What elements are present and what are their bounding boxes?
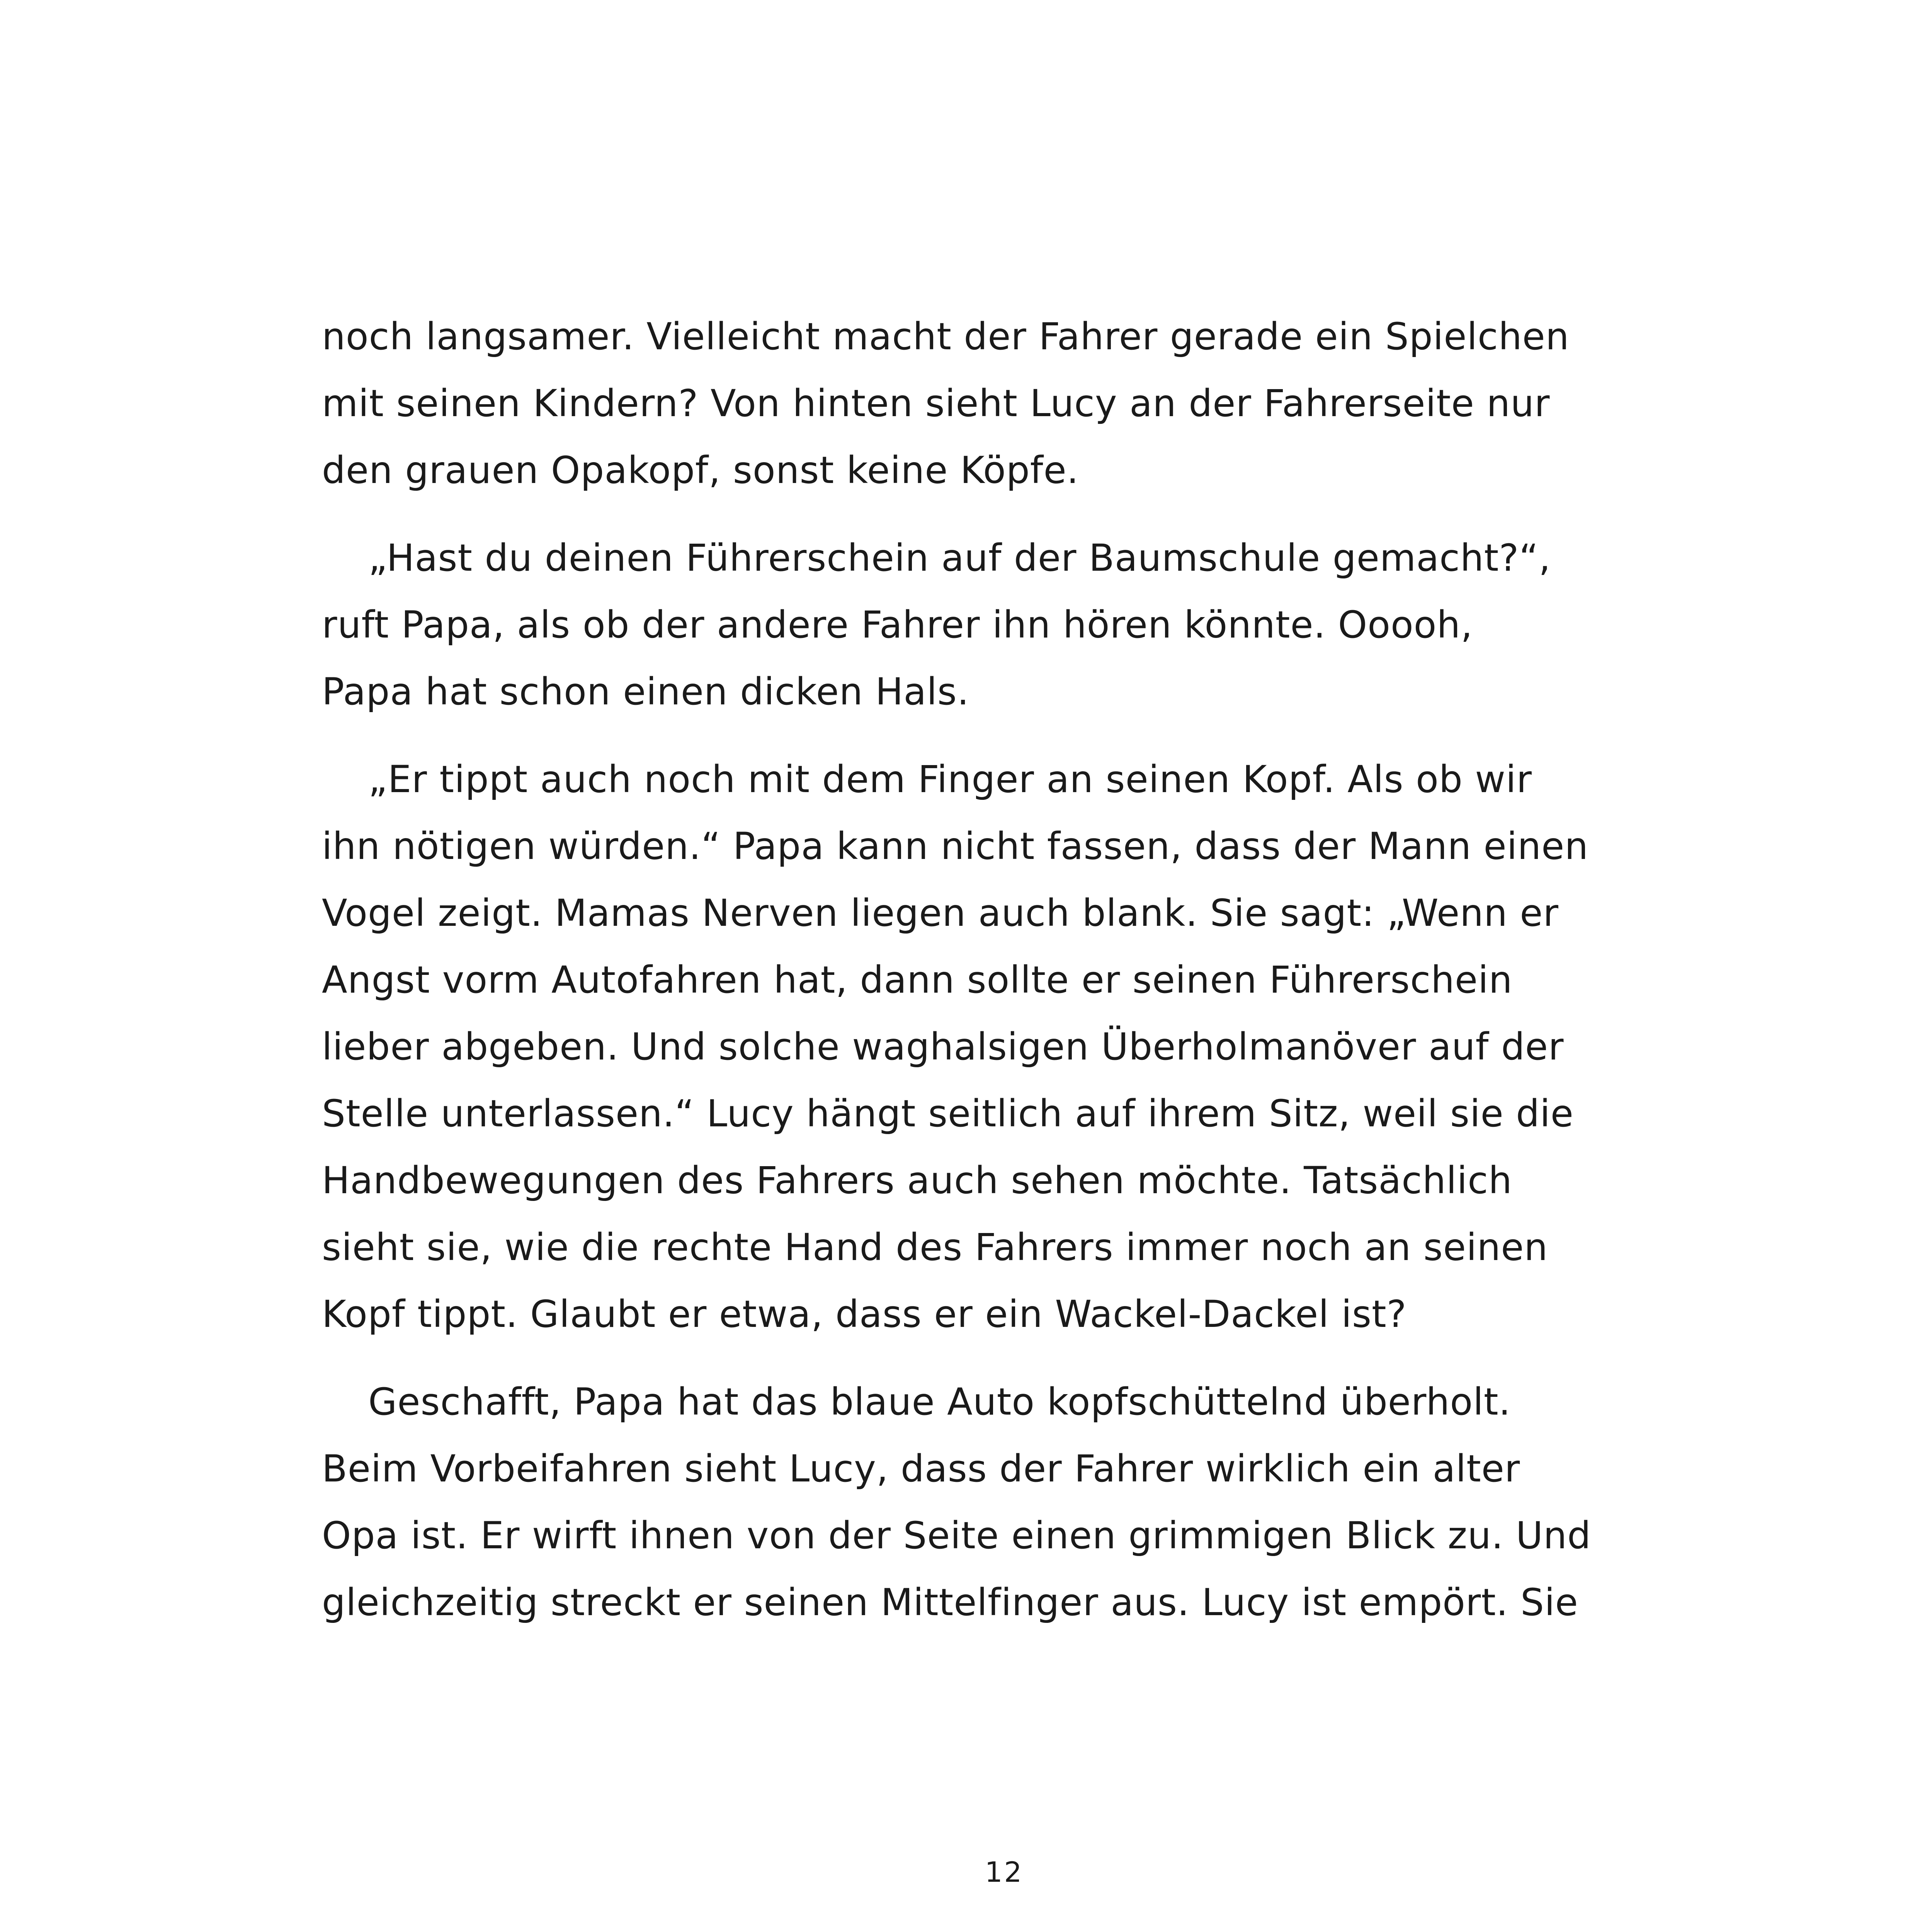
text-line: noch langsamer. Vielleicht macht der Fahrer gerade ein Spielchen bbox=[322, 315, 1570, 358]
text-line: den grauen Opakopf, sonst keine Köpfe. bbox=[322, 449, 1079, 492]
text-line: ruft Papa, als ob der andere Fahrer ihn hören könnte. Ooooh, bbox=[322, 603, 1473, 646]
text-line: ihn nötigen würden.“ Papa kann nicht fassen, dass der Mann einen bbox=[322, 825, 1589, 868]
text-line: Stelle unterlassen.“ Lucy hängt seitlich auf ihrem Sitz, weil sie die bbox=[322, 1092, 1574, 1135]
text-line: mit seinen Kindern? Von hinten sieht Lucy an der Fahrerseite nur bbox=[322, 382, 1550, 425]
text-line: Kopf tippt. Glaubt er etwa, dass er ein Wackel-Dackel ist? bbox=[322, 1293, 1407, 1336]
page-number: 12 bbox=[985, 1856, 1024, 1888]
text-line: sieht sie, wie die rechte Hand des Fahrers immer noch an seinen bbox=[322, 1226, 1548, 1269]
paragraph bbox=[322, 525, 1674, 725]
paragraph bbox=[322, 1369, 1674, 1636]
text-line: gleichzeitig streckt er seinen Mittelfinger aus. Lucy ist empört. Sie bbox=[322, 1581, 1578, 1624]
paragraph bbox=[322, 303, 1674, 504]
paragraph bbox=[322, 746, 1674, 1348]
text-line: lieber abgeben. Und solche waghalsigen Überholmanöver auf der bbox=[322, 1025, 1564, 1068]
body-text bbox=[322, 303, 1674, 1657]
text-line: „Er tippt auch noch mit dem Finger an seinen Kopf. Als ob wir bbox=[368, 758, 1532, 801]
text-line: Opa ist. Er wirft ihnen von der Seite einen grimmigen Blick zu. Und bbox=[322, 1514, 1591, 1557]
text-line: „Hast du deinen Führerschein auf der Baumschule gemacht?“, bbox=[368, 536, 1551, 580]
text-line: Vogel zeigt. Mamas Nerven liegen auch blank. Sie sagt: „Wenn er bbox=[322, 891, 1559, 935]
text-line: Geschafft, Papa hat das blaue Auto kopfschüttelnd überholt. bbox=[368, 1380, 1511, 1423]
text-line: Papa hat schon einen dicken Hals. bbox=[322, 670, 969, 713]
text-line: Angst vorm Autofahren hat, dann sollte er seinen Führerschein bbox=[322, 958, 1513, 1002]
text-line: Handbewegungen des Fahrers auch sehen möchte. Tatsächlich bbox=[322, 1159, 1512, 1202]
text-line: Beim Vorbeifahren sieht Lucy, dass der Fahrer wirklich ein alter bbox=[322, 1447, 1520, 1490]
